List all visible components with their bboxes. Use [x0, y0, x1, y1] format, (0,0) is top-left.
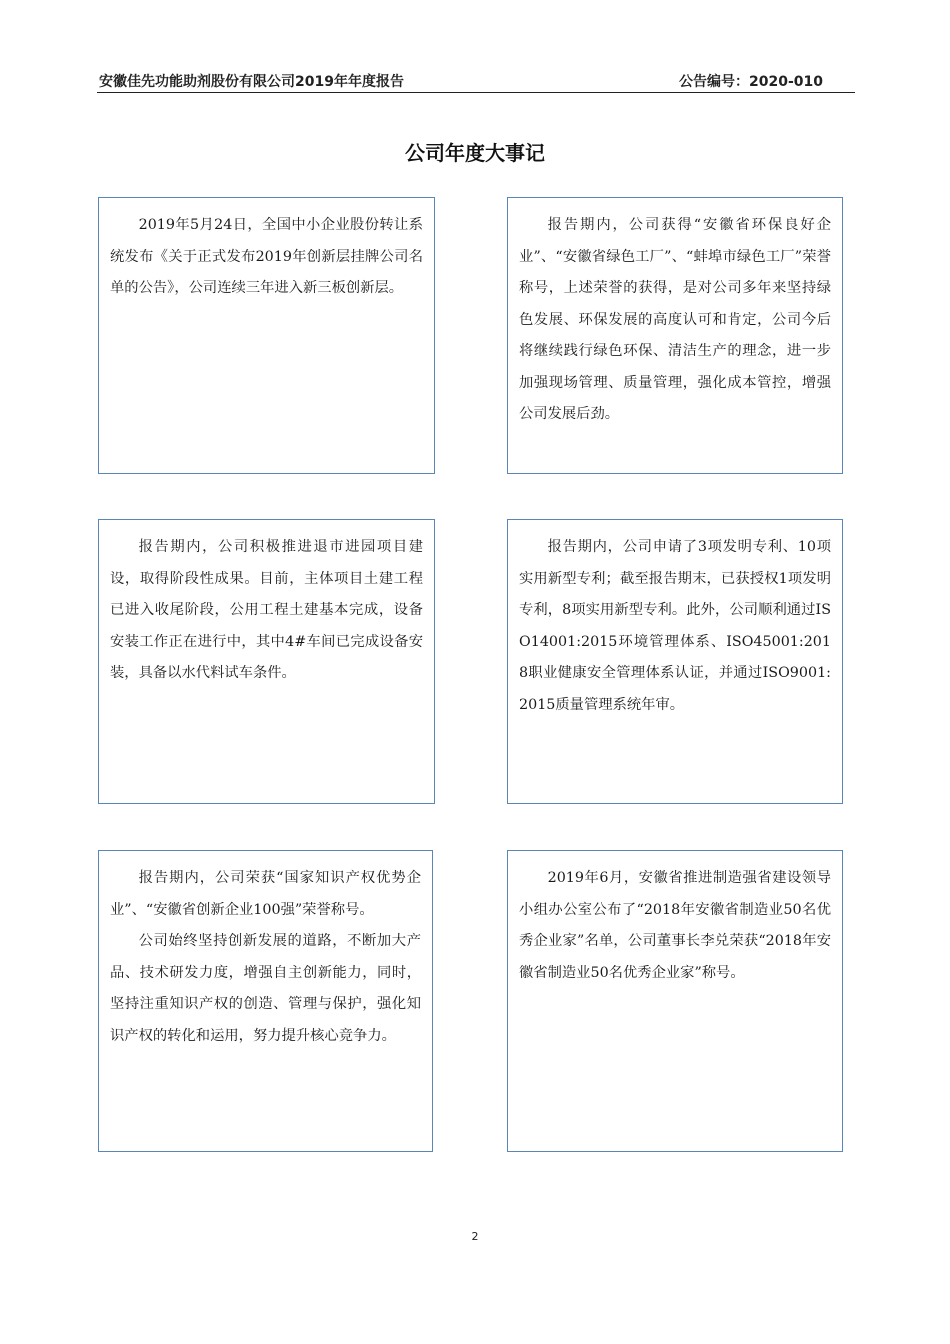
page-header — [97, 68, 855, 93]
event-text: 报告期内，公司申请了3项发明专利、10项实用新型专利；截至报告期末，已获授权1项发明专利，8项实用新型专利。此外，公司顺利通过ISO14001:2015环境管理体系、ISO45001:2018职业健康安全管理体系认证，并通过ISO9001:2015质量管理系统年审。 — [519, 539, 831, 713]
event-text: 2019年6月，安徽省推进制造强省建设领导小组办公室公布了“2018年安徽省制造业50名优秀企业家”名单，公司董事长李兑荣获“2018年安徽省制造业50名优秀企业家”称号。 — [519, 870, 831, 981]
event-box-entrepreneur-award — [507, 850, 843, 1152]
event-box-green-honors — [507, 197, 843, 474]
event-box-relocation-project — [98, 519, 435, 804]
event-text: 报告期内，公司获得“安徽省环保良好企业”、“安徽省绿色工厂”、“蚌埠市绿色工厂”荣誉称号，上述荣誉的获得，是对公司多年来坚持绿色发展、环保发展的高度认可和肯定，公司今后将继续践行绿色环保、清洁生产的理念，进一步加强现场管理、质量管理，强化成本管控，增强公司发展后劲。 — [519, 217, 831, 422]
event-box-patents-certifications — [507, 519, 843, 804]
event-text: 公司始终坚持创新发展的道路，不断加大产品、技术研发力度，增强自主创新能力，同时，坚持注重知识产权的创造、管理与保护，强化知识产权的转化和运用，努力提升核心竞争力。 — [110, 933, 421, 1044]
event-box-innovation-layer — [98, 197, 435, 474]
page-number: 2 — [471, 1230, 479, 1243]
header-announcement-number: 公告编号：2020-010 — [679, 74, 823, 90]
header-company-report: 安徽佳先功能助剂股份有限公司2019年年度报告 — [99, 74, 404, 90]
event-text: 报告期内，公司积极推进退市进园项目建设，取得阶段性成果。目前，主体项目土建工程已进入收尾阶段，公用工程土建基本完成，设备安装工作正在进行中，其中4#车间已完成设备安装，具备以水代料试车条件。 — [110, 539, 423, 681]
page-title: 公司年度大事记 — [405, 141, 545, 165]
event-text: 2019年5月24日，全国中小企业股份转让系统发布《关于正式发布2019年创新层挂牌公司名单的公告》，公司连续三年进入新三板创新层。 — [110, 217, 423, 296]
event-text: 报告期内，公司荣获“国家知识产权优势企业”、“安徽省创新企业100强”荣誉称号。 — [110, 870, 421, 918]
event-box-ip-honors — [98, 850, 433, 1152]
